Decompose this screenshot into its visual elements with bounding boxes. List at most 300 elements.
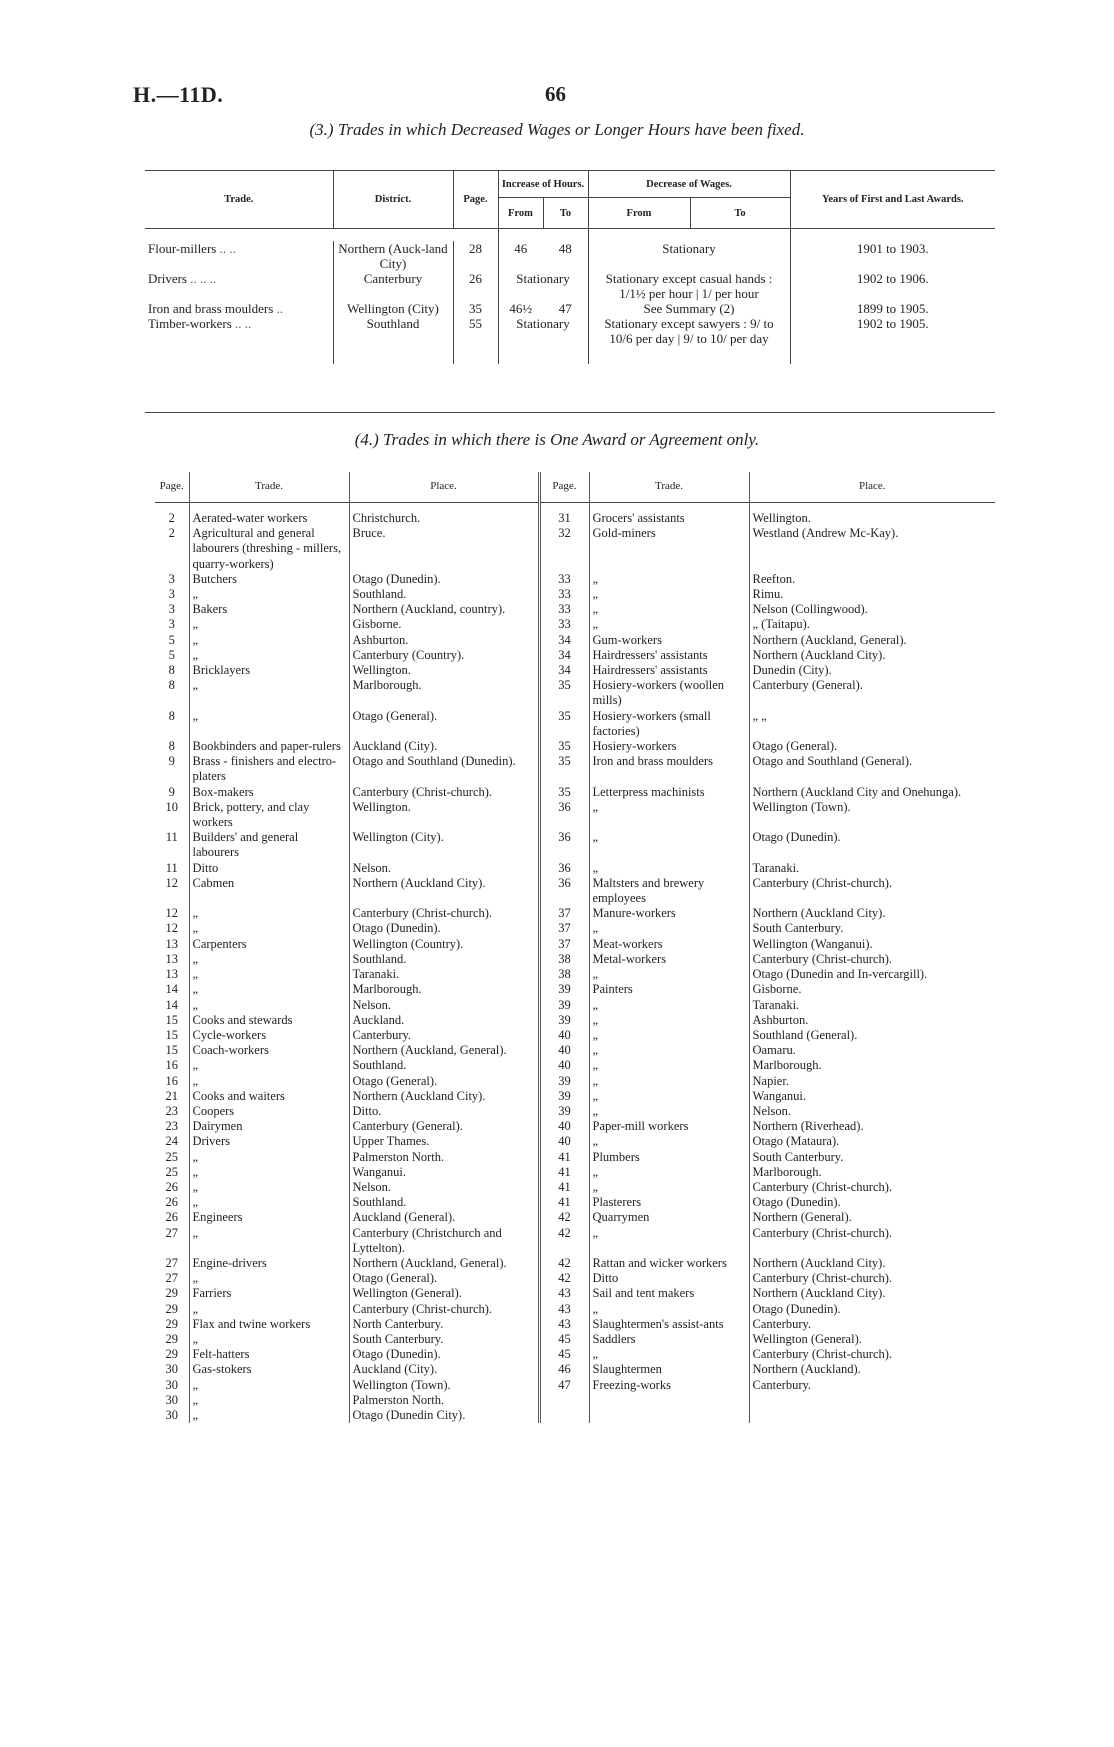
page-cell: 43	[539, 1286, 589, 1301]
page-cell: 38	[539, 967, 589, 982]
trade-cell: Quarrymen	[589, 1210, 749, 1225]
page-cell: 10	[165, 799, 178, 814]
page-cell: 13	[165, 967, 178, 982]
page-cell: 2	[168, 526, 175, 541]
table-row	[155, 982, 995, 997]
col-header-years: Years of First and Last Awards.	[790, 171, 995, 229]
trade-cell: „	[189, 1074, 349, 1089]
page-cell: 12	[165, 906, 178, 921]
section-3-title: (3.) Trades in which Decreased Wages or Longer Hours have been fixed.	[309, 120, 805, 139]
place-cell: Auckland (City).	[349, 739, 539, 754]
page-cell: 23	[165, 1119, 178, 1134]
trade-cell: „	[589, 1104, 749, 1119]
place-cell: Otago (General).	[349, 709, 539, 739]
trade-cell: „	[189, 1180, 349, 1195]
trade-cell: „	[589, 1180, 749, 1195]
place-cell: Otago (Dunedin).	[749, 830, 995, 860]
col-header-page: Page.	[453, 171, 498, 229]
trade-cell: Drivers .. .. ..	[148, 271, 217, 286]
trade-cell: „	[189, 633, 349, 648]
page-cell: 30	[165, 1407, 178, 1422]
years-cell: 1902 to 1905.	[790, 316, 995, 364]
table-row	[155, 861, 995, 876]
place-cell: Canterbury.	[749, 1378, 995, 1393]
district-cell: Southland	[333, 316, 453, 364]
trade-cell: „	[189, 1165, 349, 1180]
page-cell: 33	[539, 602, 589, 617]
page-cell: 42	[539, 1271, 589, 1286]
trade-cell: „	[589, 1347, 749, 1362]
trade-cell: Meat-workers	[589, 937, 749, 952]
table-row	[155, 572, 995, 587]
place-cell: Taranaki.	[749, 998, 995, 1013]
trade-cell: „	[589, 1074, 749, 1089]
page-cell: 2	[168, 511, 175, 525]
page-cell: 33	[539, 572, 589, 587]
page-cell: 26	[453, 271, 498, 301]
place-cell: „ „	[749, 709, 995, 739]
trade-cell: Plasterers	[589, 1195, 749, 1210]
col-header-district: District.	[333, 171, 453, 229]
trade-cell: „	[189, 678, 349, 708]
page-cell: 5	[168, 647, 175, 662]
page-cell: 40	[539, 1058, 589, 1073]
place-cell: Marlborough.	[349, 982, 539, 997]
page-cell: 45	[539, 1332, 589, 1347]
table-row	[155, 1256, 995, 1271]
trade-cell: „	[589, 967, 749, 982]
trade-cell: Painters	[589, 982, 749, 997]
trade-cell: Engine-drivers	[189, 1256, 349, 1271]
place-cell: Wellington.	[349, 663, 539, 678]
district-cell: Wellington (City)	[333, 301, 453, 316]
trade-cell: „	[589, 617, 749, 632]
page-cell: 38	[539, 952, 589, 967]
wages-cell: Stationary except sawyers : 9/ to 10/6 per day | 9/ to 10/ per day	[588, 316, 790, 364]
page-cell: 40	[539, 1028, 589, 1043]
page-cell: 35	[539, 754, 589, 784]
table-row	[155, 678, 995, 708]
trade-cell: Dairymen	[189, 1119, 349, 1134]
place-cell: Canterbury (Christ-church).	[749, 1180, 995, 1195]
one-award-table	[155, 472, 995, 1423]
table-row	[155, 617, 995, 632]
trade-cell: Plumbers	[589, 1150, 749, 1165]
place-cell: Northern (General).	[749, 1210, 995, 1225]
place-cell: Taranaki.	[349, 967, 539, 982]
page-cell: 29	[165, 1301, 178, 1316]
place-cell: Canterbury (Christ-church).	[749, 952, 995, 967]
page-cell: 39	[539, 982, 589, 997]
col-header-decrease-wages: Decrease of Wages.	[588, 171, 790, 198]
place-cell: Canterbury (Christ-church).	[749, 1271, 995, 1286]
page-cell: 29	[165, 1347, 178, 1362]
page-cell: 13	[165, 951, 178, 966]
trade-cell: Timber-workers .. ..	[148, 316, 252, 331]
page-cell: 8	[168, 678, 175, 693]
page-cell: 37	[539, 937, 589, 952]
page-cell: 16	[165, 1058, 178, 1073]
page-cell: 43	[539, 1317, 589, 1332]
page-cell: 5	[168, 632, 175, 647]
col-header-wages-to: To	[690, 198, 790, 229]
page-cell: 34	[539, 648, 589, 663]
trade-cell: Cooks and waiters	[189, 1089, 349, 1104]
trade-cell: Gum-workers	[589, 633, 749, 648]
place-cell: Nelson (Collingwood).	[749, 602, 995, 617]
trade-cell: „	[189, 921, 349, 936]
trade-cell: Drivers	[189, 1134, 349, 1149]
trade-cell: Slaughtermen's assist-ants	[589, 1317, 749, 1332]
page-cell: 29	[165, 1331, 178, 1346]
place-cell: Northern (Auckland City and Onehunga).	[749, 785, 995, 800]
page-cell: 40	[539, 1119, 589, 1134]
trade-cell: „	[189, 617, 349, 632]
place-cell: Wellington (Town).	[349, 1378, 539, 1393]
trade-cell: Freezing-works	[589, 1378, 749, 1393]
hours-cell: Stationary	[498, 271, 588, 301]
trade-cell: „	[189, 587, 349, 602]
page-cell	[539, 1393, 589, 1408]
trade-cell: Cabmen	[189, 876, 349, 906]
place-cell: Canterbury (Christchurch and Lyttelton).	[349, 1226, 539, 1256]
place-cell: Canterbury (General).	[349, 1119, 539, 1134]
col-header-page-right: Page.	[539, 472, 589, 503]
col-header-trade-right: Trade.	[589, 472, 749, 503]
trade-cell: Hairdressers' assistants	[589, 648, 749, 663]
page-cell: 55	[453, 316, 498, 364]
trade-cell	[589, 1393, 749, 1408]
page-cell: 28	[453, 241, 498, 271]
table-row	[155, 1286, 995, 1301]
trade-cell: Butchers	[189, 572, 349, 587]
place-cell: Marlborough.	[749, 1058, 995, 1073]
page-cell: 15	[165, 1012, 178, 1027]
page-cell	[539, 1408, 589, 1423]
table-row	[155, 1302, 995, 1317]
page-cell: 30	[165, 1392, 178, 1407]
page-cell: 42	[539, 1226, 589, 1256]
table-row	[155, 633, 995, 648]
table-row	[155, 602, 995, 617]
trade-cell: „	[189, 1393, 349, 1408]
table-row	[155, 1150, 995, 1165]
page-cell: 8	[168, 739, 175, 754]
page-cell: 25	[165, 1164, 178, 1179]
page-cell: 43	[539, 1302, 589, 1317]
table-row	[155, 1104, 995, 1119]
trade-cell: „	[589, 1028, 749, 1043]
place-cell: Ditto.	[349, 1104, 539, 1119]
document-reference: H.—11D.	[133, 82, 224, 107]
page-cell: 12	[165, 875, 178, 890]
trade-cell: „	[589, 800, 749, 830]
col-header-trade: Trade.	[145, 171, 333, 229]
place-cell: Auckland.	[349, 1013, 539, 1028]
col-header-place-left: Place.	[349, 472, 539, 503]
place-cell: Upper Thames.	[349, 1134, 539, 1149]
page-cell: 3	[168, 587, 175, 602]
place-cell: Otago (Dunedin and In-vercargill).	[749, 967, 995, 982]
trade-cell: „	[189, 1058, 349, 1073]
trade-cell: Coopers	[189, 1104, 349, 1119]
trade-cell: „	[589, 602, 749, 617]
col-header-wages-from: From	[588, 198, 690, 229]
years-cell: 1901 to 1903.	[790, 241, 995, 271]
place-cell: Otago and Southland (General).	[749, 754, 995, 784]
place-cell: Christchurch.	[349, 511, 539, 526]
page-cell: 3	[168, 617, 175, 632]
place-cell: Canterbury (Christ-church).	[349, 906, 539, 921]
trade-cell: „	[589, 830, 749, 860]
page-cell: 3	[168, 571, 175, 586]
wages-cell: Stationary	[588, 241, 790, 271]
trade-cell: Hairdressers' assistants	[589, 663, 749, 678]
district-cell: Canterbury	[333, 271, 453, 301]
page-cell: 33	[539, 587, 589, 602]
page-cell: 35	[539, 678, 589, 708]
trade-cell: „	[589, 921, 749, 936]
table-row	[155, 1058, 995, 1073]
trade-cell	[589, 1408, 749, 1423]
trade-cell: Flax and twine workers	[189, 1317, 349, 1332]
table-row	[155, 952, 995, 967]
place-cell: Wanganui.	[349, 1165, 539, 1180]
col-header-hours-to: To	[543, 198, 588, 229]
table-row	[145, 316, 995, 364]
page-cell: 37	[539, 921, 589, 936]
trade-cell: Agricultural and general labourers (threshing - millers, quarry-workers)	[189, 526, 349, 572]
place-cell: Wellington (General).	[749, 1332, 995, 1347]
page-cell: 30	[165, 1377, 178, 1392]
place-cell: Northern (Auckland, General).	[749, 633, 995, 648]
table-row	[155, 800, 995, 830]
table-row	[155, 1378, 995, 1393]
decreased-wages-table	[145, 170, 995, 364]
page-cell: 33	[539, 617, 589, 632]
table-row	[155, 1180, 995, 1195]
hours-to-cell: 48	[558, 241, 572, 256]
place-cell: „ (Taitapu).	[749, 617, 995, 632]
table-row	[155, 1013, 995, 1028]
table-row	[155, 1195, 995, 1210]
page-cell: 41	[539, 1165, 589, 1180]
table-row	[155, 739, 995, 754]
table-row	[155, 648, 995, 663]
years-cell: 1899 to 1905.	[790, 301, 995, 316]
trade-cell: Flour-millers .. ..	[148, 241, 236, 256]
wages-cell: Stationary except casual hands : 1/1½ per hour | 1/ per hour	[588, 271, 790, 301]
trade-cell: „	[189, 709, 349, 739]
place-cell: South Canterbury.	[749, 921, 995, 936]
page-cell: 36	[539, 876, 589, 906]
place-cell: Southland (General).	[749, 1028, 995, 1043]
page-cell: 14	[165, 982, 178, 997]
place-cell: South Canterbury.	[349, 1332, 539, 1347]
trade-cell: Hosiery-workers	[589, 739, 749, 754]
place-cell: Southland.	[349, 1195, 539, 1210]
table-row	[145, 271, 995, 301]
trade-cell: Sail and tent makers	[589, 1286, 749, 1301]
place-cell: Palmerston North.	[349, 1393, 539, 1408]
page-cell: 36	[539, 830, 589, 860]
place-cell: Palmerston North.	[349, 1150, 539, 1165]
place-cell: Otago (Dunedin).	[749, 1302, 995, 1317]
page-cell: 15	[165, 1027, 178, 1042]
place-cell: Northern (Auckland City).	[749, 906, 995, 921]
place-cell: Northern (Auckland City).	[749, 1286, 995, 1301]
table-row	[155, 1362, 995, 1377]
table-row	[155, 754, 995, 784]
page-cell: 42	[539, 1256, 589, 1271]
table-row	[155, 1210, 995, 1225]
trade-cell: „	[189, 1302, 349, 1317]
page-cell: 39	[539, 1013, 589, 1028]
trade-cell: „	[589, 1058, 749, 1073]
table-row	[155, 1332, 995, 1347]
page-cell: 27	[165, 1271, 178, 1286]
page-cell: 39	[539, 998, 589, 1013]
trade-cell: Slaughtermen	[589, 1362, 749, 1377]
table-row	[155, 511, 995, 526]
page-cell: 39	[539, 1074, 589, 1089]
trade-cell: Engineers	[189, 1210, 349, 1225]
table-row	[155, 967, 995, 982]
place-cell: Canterbury (Christ-church).	[749, 876, 995, 906]
place-cell: Auckland (General).	[349, 1210, 539, 1225]
page-cell: 45	[539, 1347, 589, 1362]
place-cell: Northern (Auckland City).	[749, 648, 995, 663]
trade-cell: „	[189, 906, 349, 921]
page-cell: 29	[165, 1286, 178, 1301]
page-cell: 35	[539, 709, 589, 739]
place-cell: Nelson.	[349, 861, 539, 876]
place-cell: Canterbury (Country).	[349, 648, 539, 663]
district-cell: Northern (Auck-land City)	[333, 241, 453, 271]
place-cell: Northern (Auckland City).	[349, 1089, 539, 1104]
table-row	[155, 876, 995, 906]
page-cell: 31	[539, 511, 589, 526]
page-cell: 12	[165, 921, 178, 936]
trade-cell: Letterpress machinists	[589, 785, 749, 800]
place-cell: Canterbury (Christ-church).	[749, 1347, 995, 1362]
place-cell: Taranaki.	[749, 861, 995, 876]
trade-cell: „	[189, 1408, 349, 1423]
place-cell: Rimu.	[749, 587, 995, 602]
place-cell: Northern (Auckland, country).	[349, 602, 539, 617]
table-row	[155, 1393, 995, 1408]
page-cell: 39	[539, 1089, 589, 1104]
page-cell: 23	[165, 1103, 178, 1118]
trade-cell: „	[589, 1013, 749, 1028]
page-cell: 39	[539, 1104, 589, 1119]
place-cell: Marlborough.	[349, 678, 539, 708]
trade-cell: „	[189, 982, 349, 997]
place-cell: Auckland (City).	[349, 1362, 539, 1377]
place-cell: Wanganui.	[749, 1089, 995, 1104]
trade-cell: Felt-hatters	[189, 1347, 349, 1362]
place-cell: Canterbury (General).	[749, 678, 995, 708]
place-cell: Otago (Dunedin).	[349, 1347, 539, 1362]
trade-cell: Paper-mill workers	[589, 1119, 749, 1134]
page-cell: 36	[539, 861, 589, 876]
page-cell: 26	[165, 1179, 178, 1194]
trade-cell: Metal-workers	[589, 952, 749, 967]
trade-cell: Cooks and stewards	[189, 1013, 349, 1028]
page-cell: 41	[539, 1195, 589, 1210]
page-cell: 35	[539, 785, 589, 800]
page-cell: 26	[165, 1195, 178, 1210]
trade-cell: „	[589, 1134, 749, 1149]
place-cell: Otago (Dunedin City).	[349, 1408, 539, 1423]
place-cell: Canterbury.	[749, 1317, 995, 1332]
trade-cell: Coach-workers	[189, 1043, 349, 1058]
page-cell: 25	[165, 1149, 178, 1164]
page-cell: 40	[539, 1043, 589, 1058]
table-row	[155, 1408, 995, 1423]
page-cell: 32	[539, 526, 589, 572]
place-cell: Wellington (Country).	[349, 937, 539, 952]
page-cell: 27	[165, 1255, 178, 1270]
trade-cell: „	[189, 952, 349, 967]
trade-cell: Bricklayers	[189, 663, 349, 678]
page-cell: 3	[168, 602, 175, 617]
page-cell: 47	[539, 1378, 589, 1393]
page-cell: 34	[539, 663, 589, 678]
hours-to-cell: 47	[558, 301, 572, 316]
page-cell: 36	[539, 800, 589, 830]
trade-cell: „	[589, 572, 749, 587]
trade-cell: Box-makers	[189, 785, 349, 800]
table-row	[155, 587, 995, 602]
page-cell: 24	[165, 1134, 178, 1149]
place-cell	[749, 1393, 995, 1408]
place-cell: Otago (Mataura).	[749, 1134, 995, 1149]
page-cell: 27	[165, 1225, 178, 1240]
page-cell: 40	[539, 1134, 589, 1149]
place-cell: Ashburton.	[349, 633, 539, 648]
place-cell: Wellington (General).	[349, 1286, 539, 1301]
table-row	[155, 1347, 995, 1362]
col-header-page-left: Page.	[155, 472, 189, 503]
place-cell: Nelson.	[749, 1104, 995, 1119]
trade-cell: Gas-stokers	[189, 1362, 349, 1377]
table-row	[155, 1134, 995, 1149]
page-cell: 29	[165, 1316, 178, 1331]
trade-cell: Bakers	[189, 602, 349, 617]
place-cell: South Canterbury.	[749, 1150, 995, 1165]
trade-cell: „	[189, 1271, 349, 1286]
page-cell: 21	[165, 1088, 178, 1103]
trade-cell: „	[189, 1150, 349, 1165]
table-row	[145, 241, 995, 271]
place-cell: Dunedin (City).	[749, 663, 995, 678]
place-cell: Otago (Dunedin).	[749, 1195, 995, 1210]
trade-cell: Carpenters	[189, 937, 349, 952]
place-cell: Wellington.	[749, 511, 995, 526]
table-row	[155, 1043, 995, 1058]
trade-cell: „	[189, 1195, 349, 1210]
page-cell: 46	[539, 1362, 589, 1377]
trade-cell: Grocers' assistants	[589, 511, 749, 526]
trade-cell: Hosiery-workers (woollen mills)	[589, 678, 749, 708]
place-cell: Canterbury (Christ-church).	[349, 1302, 539, 1317]
place-cell: Canterbury (Christ-church).	[749, 1226, 995, 1256]
page-cell: 9	[168, 754, 175, 769]
page-cell: 16	[165, 1073, 178, 1088]
table-row	[155, 709, 995, 739]
trade-cell: „	[589, 998, 749, 1013]
